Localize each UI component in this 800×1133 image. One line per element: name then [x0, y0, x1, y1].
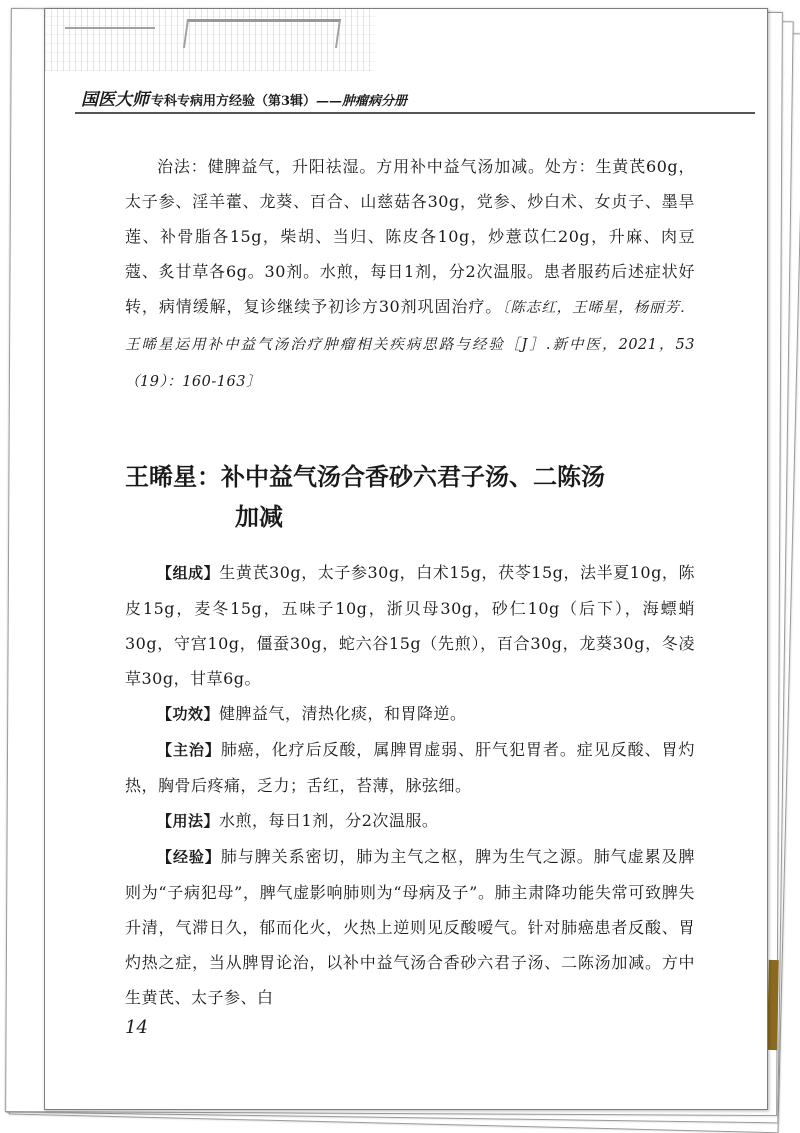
prescription-entries: [125, 555, 695, 1015]
entry-experience: [125, 839, 695, 1015]
top-paragraph: [125, 149, 695, 400]
header-brand: 国医大师: [81, 90, 149, 110]
entry-label: 【组成】: [157, 564, 220, 582]
section-title-line1: 王晞星：补中益气汤合香砂六君子汤、二陈汤: [125, 463, 605, 491]
header-title: 专科专病用方经验（第3辑）: [151, 94, 317, 109]
entry-label: 【功效】: [157, 705, 220, 723]
entry-label: 【主治】: [157, 741, 221, 759]
header-illustration: [45, 9, 375, 71]
book-page: [44, 8, 768, 1110]
section-heading: [125, 457, 705, 537]
page-number: 14: [125, 1017, 148, 1038]
running-header: [81, 85, 407, 110]
entry-efficacy: [125, 696, 695, 732]
entry-text: 肺与脾关系密切，肺为主气之枢，脾为生气之源。肺气虚累及脾则为“子病犯母”，脾气虚影响肺则为“母病及子”。肺主肃降功能失常可致脾失升清，气滞日久，郁而化火，火热上逆则见反酸嗳气。针对肺癌患者反酸、胃灼热之症，当从脾胃论治，以补中益气汤合香砂六君子汤、二陈汤加减。方中生黄芪、太子参、白: [125, 847, 695, 1007]
entry-text: 生黄芪30g，太子参30g，白术15g，茯苓15g，法半夏10g，陈皮15g，麦冬15g，五味子10g，浙贝母30g，砂仁10g（后下），海螵蛸30g，守宫10g，僵蚕30g，蛇六谷15g（先煎），百合30g，龙葵30g，冬凌草30g，甘草6g。: [125, 563, 695, 688]
entry-text: 水煎，每日1剂，分2次温服。: [219, 811, 439, 830]
entry-label: 【用法】: [157, 812, 220, 830]
header-subtitle: ——肿瘤病分册: [316, 94, 408, 109]
entry-text: 肺癌，化疗后反酸，属脾胃虚弱、肝气犯胃者。症见反酸、胃灼热，胸骨后疼痛，乏力；舌红，苔薄，脉弦细。: [125, 740, 695, 795]
header-rule: [75, 112, 755, 114]
citation: 〔陈志红，王晞星，杨丽芳．王晞星运用补中益气汤治疗肿瘤相关疾病思路与经验［J］.新中医，2021，53（19）：160-163〕: [125, 300, 695, 390]
entry-text: 健脾益气，清热化痰，和胃降逆。: [219, 704, 467, 723]
book-edge-decoration: [767, 960, 779, 1050]
entry-label: 【经验】: [157, 848, 221, 866]
entry-composition: [125, 555, 695, 696]
entry-usage: [125, 803, 695, 839]
treatment-text: 治法：健脾益气，升阳祛湿。方用补中益气汤加减。处方：生黄芪60g，太子参、淫羊藿、龙葵、百合、山慈菇各30g，党参、炒白术、女贞子、墨旱莲、补骨脂各15g，柴胡、当归、陈皮各10g，炒薏苡仁20g，升麻、肉豆蔻、炙甘草各6g。30剂。水煎，每日1剂，分2次温服。患者服药后述症状好转，病情缓解，复诊继续予初诊方30剂巩固治疗。: [125, 157, 695, 316]
entry-indication: [125, 732, 695, 803]
section-title-line2: 加减: [235, 503, 283, 531]
